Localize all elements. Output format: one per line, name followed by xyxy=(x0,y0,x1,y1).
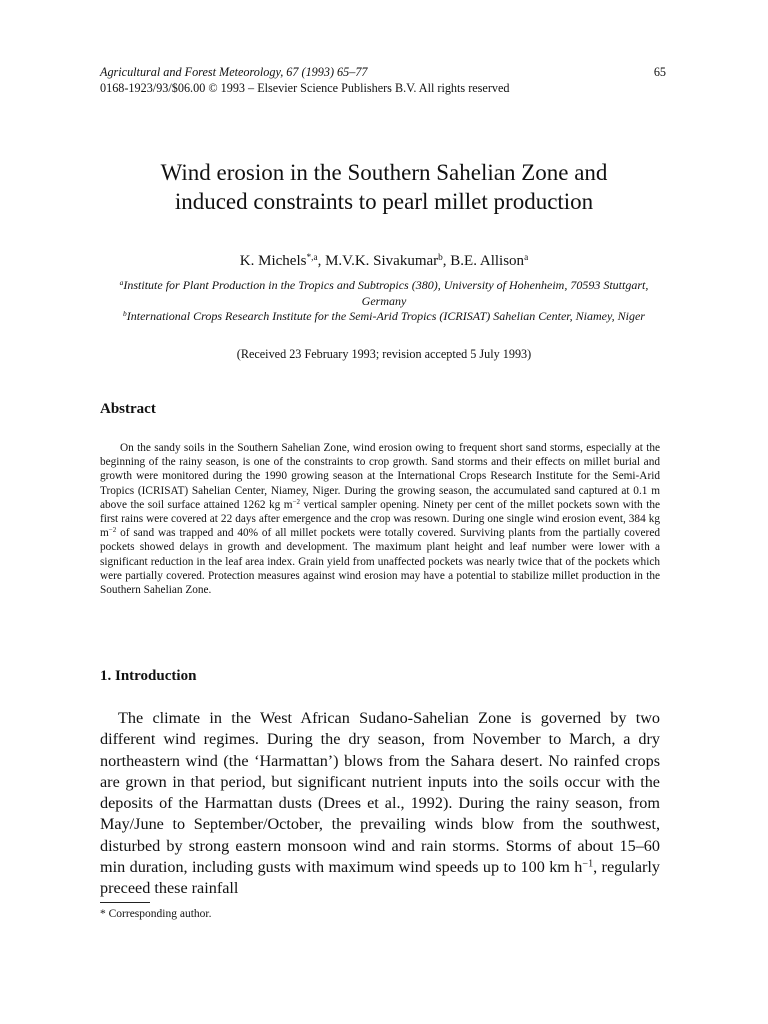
author-name: B.E. Allison xyxy=(450,253,525,269)
author-name: K. Michels xyxy=(239,253,307,269)
copyright-line: 0168-1923/93/$06.00 © 1993 – Elsevier Science Publishers B.V. All rights reserved xyxy=(100,81,510,95)
affiliation-a xyxy=(96,278,672,309)
unit-exponent: −2 xyxy=(292,497,301,506)
footnote-rule xyxy=(100,902,150,903)
article-title xyxy=(80,158,688,216)
affiliation-mark: b xyxy=(123,308,127,318)
affiliation-mark: a xyxy=(119,277,124,287)
intro-part: , regularly preceed these rainfall xyxy=(100,858,660,898)
author-mark: *,a xyxy=(306,252,318,263)
introduction-heading: 1. Introduction xyxy=(100,668,197,684)
abstract-heading: Abstract xyxy=(100,401,156,417)
author-mark: a xyxy=(524,252,529,263)
introduction-text xyxy=(100,708,660,900)
unit-exponent: −1 xyxy=(582,858,594,870)
affiliations xyxy=(96,278,672,325)
abstract-part: of sand was trapped and 40% of all millet pockets were totally covered. Surviving plants from the partially covered pockets showed delays in growth and development. The maximum plant height and leaf number were lower with a significant reduction in the leaf area index. Grain yield from unaffected pockets was nearly twice that of the pockets which were partially covered. Protection measures against wind erosion may have a potential to stabilize millet production in the Southern Sahelian Zone. xyxy=(100,527,660,597)
abstract-part: vertical sampler opening. Ninety per cent of the millet pockets sown with the first rains were covered at 22 days after emergence and the crop was resown. During one single wind erosion event, 384 kg m xyxy=(100,498,660,540)
received-dates: (Received 23 February 1993; revision accepted 5 July 1993) xyxy=(236,347,532,361)
affiliation-text: Institute for Plant Production in the Tropics and Subtropics (380), University of Hohenheim, 70593 Stuttgart, Germany xyxy=(123,278,649,308)
unit-exponent: −2 xyxy=(108,526,117,535)
author-mark: b xyxy=(438,252,443,263)
author-name: M.V.K. Sivakumar xyxy=(325,253,439,269)
intro-part: The climate in the West African Sudano-Sahelian Zone is governed by two different wind regimes. During the dry season, from November to March, a dry northeastern wind (the ‘Harmattan’) blows from the Sahara desert. No rainfed crops are grown in that period, but significant nutrient inputs into the soils occur with the deposits of the Harmattan dusts (Drees et al., 1992). During the rainy season, from May/June to September/October, the prevailing winds blow from the southwest, disturbed by strong eastern monsoon wind and rain storms. Storms of about 15–60 min duration, including gusts with maximum wind speeds up to 100 km h xyxy=(100,709,660,877)
title-line-2: induced constraints to pearl millet production xyxy=(174,189,594,214)
affiliation-b xyxy=(96,309,672,325)
title-line-1: Wind erosion in the Southern Sahelian Zone and xyxy=(160,160,608,185)
author-list: K. Michels$^{*,a}$, M.V.K. Sivakumar$^b$, B.E. Allison$^a$ xyxy=(239,252,529,269)
abstract-text xyxy=(100,441,660,597)
page-number: 65 xyxy=(653,65,666,79)
footnote: * Corresponding author. xyxy=(100,908,212,920)
journal-citation: Agricultural and Forest Meteorology, 67 (1993) 65–77 xyxy=(100,65,368,79)
running-header xyxy=(100,64,666,96)
affiliation-text: International Crops Research Institute for the Semi-Arid Tropics (ICRISAT) Sahelian Center, Niamey, Niger xyxy=(126,309,645,323)
abstract-part: On the sandy soils in the Southern Sahelian Zone, wind erosion owing to frequent short sand storms, especially at the beginning of the rainy season, is one of the constraints to crop growth. Sand storms and their effects on millet burial and growth were monitored during the 1990 growing season at the International Crops Research Institute for the Semi-Arid Tropics (ICRISAT) Sahelian Center, Niamey, Niger. During the growing season, the accumulated sand captured at 0.1 m above the soil surface attained 1262 kg m xyxy=(100,442,660,511)
